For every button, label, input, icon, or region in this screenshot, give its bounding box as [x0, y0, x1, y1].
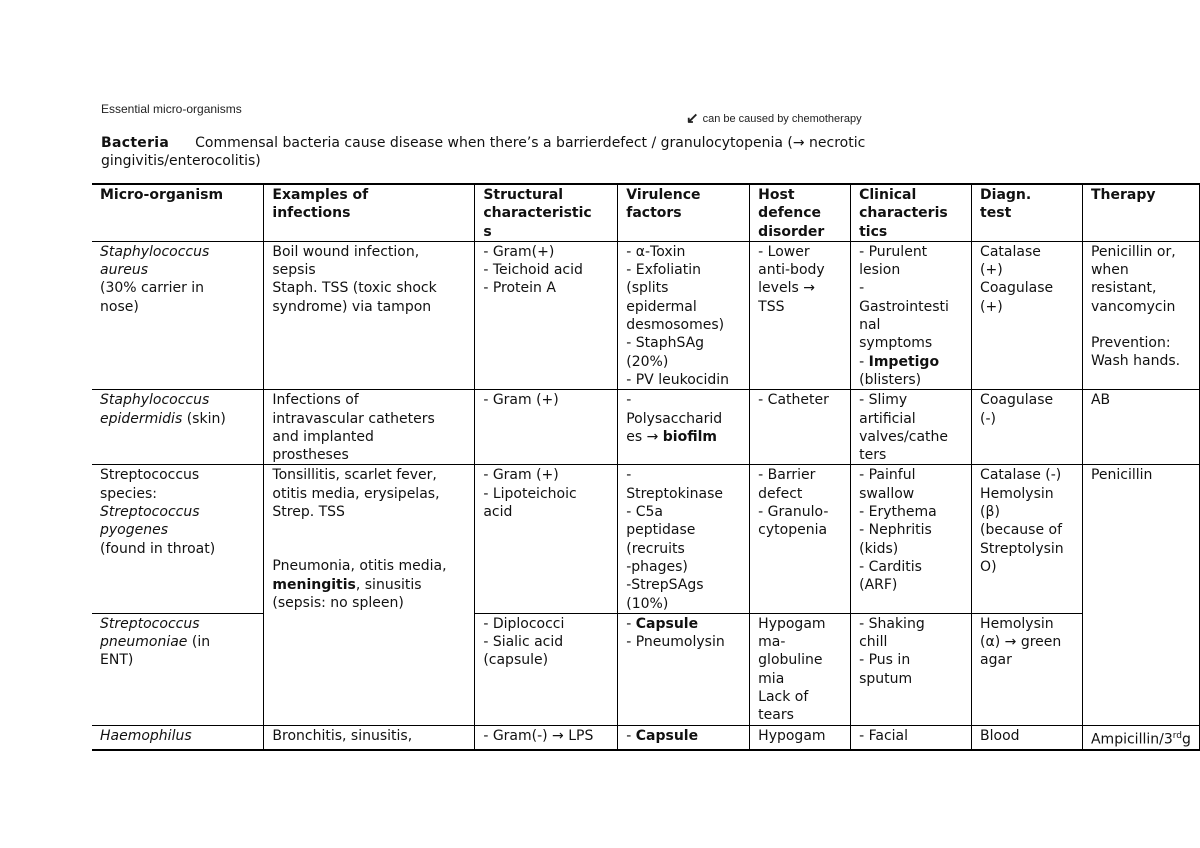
- table-row-strep-pyogenes: [92, 465, 1200, 613]
- cell-organism: Haemophilus: [92, 725, 264, 750]
- cell-virulence: - Capsule: [618, 725, 750, 750]
- cell-organism: Streptococcus pneumoniae (in ENT): [92, 613, 264, 725]
- column-header-therapy: Therapy: [1082, 184, 1199, 241]
- cell-examples: Bronchitis, sinusitis,: [264, 725, 475, 750]
- cell-examples: Tonsillitis, scarlet fever, otitis media, erysipelas, Strep. TSS Pneumonia, otitis media, meningitis, sinusitis (sepsis: no spleen): [264, 465, 475, 725]
- cell-therapy: AB: [1082, 390, 1199, 465]
- arrow-down-left-icon: ↙: [686, 110, 699, 127]
- cell-clinical: - Shaking chill - Pus in sputum: [851, 613, 972, 725]
- cell-host-defence: - Barrier defect - Granulo- cytopenia: [750, 465, 851, 613]
- table-row-haemophilus: [92, 725, 1200, 750]
- column-header-virulence: Virulence factors: [618, 184, 750, 241]
- chemotherapy-note-text: can be caused by chemotherapy: [702, 113, 862, 125]
- cell-host-defence: - Lower anti-body levels → TSS: [750, 241, 851, 389]
- table-row-staph-aureus: [92, 241, 1200, 389]
- cell-organism: Staphylococcus aureus (30% carrier in nose): [92, 241, 264, 389]
- cell-diagnostic-test: Coagulase (-): [972, 390, 1083, 465]
- document-title: Essential micro-organisms: [101, 102, 242, 116]
- cell-therapy: Penicillin: [1082, 465, 1199, 725]
- cell-clinical: - Facial: [851, 725, 972, 750]
- cell-virulence: - α-Toxin - Exfoliatin (splits epidermal desmosomes) - StaphSAg (20%) - PV leukocidin: [618, 241, 750, 389]
- cell-structural: - Gram (+): [475, 390, 618, 465]
- cell-virulence: - Polysaccharid es → biofilm: [618, 390, 750, 465]
- column-header-clinical: Clinical characteris tics: [851, 184, 972, 241]
- cell-host-defence: - Catheter: [750, 390, 851, 465]
- cell-therapy: Penicillin or, when resistant, vancomycin Prevention: Wash hands.: [1082, 241, 1199, 389]
- bacteria-intro: [101, 134, 1181, 170]
- intro-text-line-1: Commensal bacteria cause disease when there’s a barrierdefect / granulocytopenia (→ necrotic: [195, 135, 866, 151]
- cell-host-defence: Hypogam ma- globuline mia Lack of tears: [750, 613, 851, 725]
- cell-structural: - Gram(-) → LPS: [475, 725, 618, 750]
- cell-virulence: - Capsule - Pneumolysin: [618, 613, 750, 725]
- cell-structural: - Gram (+) - Lipoteichoic acid: [475, 465, 618, 613]
- cell-clinical: - Slimy artificial valves/cathe ters: [851, 390, 972, 465]
- cell-organism: Staphylococcus epidermidis (skin): [92, 390, 264, 465]
- cell-diagnostic-test: Hemolysin (α) → green agar: [972, 613, 1083, 725]
- cell-organism: Streptococcus species: Streptococcus pyogenes (found in throat): [92, 465, 264, 613]
- cell-examples: Infections of intravascular catheters and implanted prostheses: [264, 390, 475, 465]
- cell-therapy: Ampicillin/3rdg: [1082, 725, 1199, 750]
- table-header-row: [92, 184, 1200, 241]
- cell-examples: Boil wound infection, sepsis Staph. TSS (toxic shock syndrome) via tampon: [264, 241, 475, 389]
- cell-diagnostic-test: Catalase (+) Coagulase (+): [972, 241, 1083, 389]
- cell-clinical: - Painful swallow - Erythema - Nephritis (kids) - Carditis (ARF): [851, 465, 972, 613]
- column-header-host-defence: Host defence disorder: [750, 184, 851, 241]
- cell-diagnostic-test: Blood: [972, 725, 1083, 750]
- column-header-micro-organism: Micro-organism: [92, 184, 264, 241]
- cell-structural: - Diplococci - Sialic acid (capsule): [475, 613, 618, 725]
- chemotherapy-note: [686, 109, 862, 127]
- table-row-staph-epidermidis: [92, 390, 1200, 465]
- cell-structural: - Gram(+) - Teichoid acid - Protein A: [475, 241, 618, 389]
- table-row-strep-pneumoniae: [92, 613, 1200, 725]
- intro-text-line-2: gingivitis/enterocolitis): [101, 153, 261, 169]
- cell-virulence: - Streptokinase - C5a peptidase (recruits -phages) -StrepSAgs (10%): [618, 465, 750, 613]
- section-heading-bacteria: Bacteria: [101, 135, 170, 151]
- column-header-diagnostic-test: Diagn. test: [972, 184, 1083, 241]
- column-header-structural: Structural characteristic s: [475, 184, 618, 241]
- cell-diagnostic-test: Catalase (-) Hemolysin (β) (because of Streptolysin O): [972, 465, 1083, 613]
- column-header-examples: Examples of infections: [264, 184, 475, 241]
- cell-host-defence: Hypogam: [750, 725, 851, 750]
- micro-organism-table: [92, 183, 1200, 751]
- cell-clinical: - Purulent lesion - Gastrointesti nal symptoms - Impetigo (blisters): [851, 241, 972, 389]
